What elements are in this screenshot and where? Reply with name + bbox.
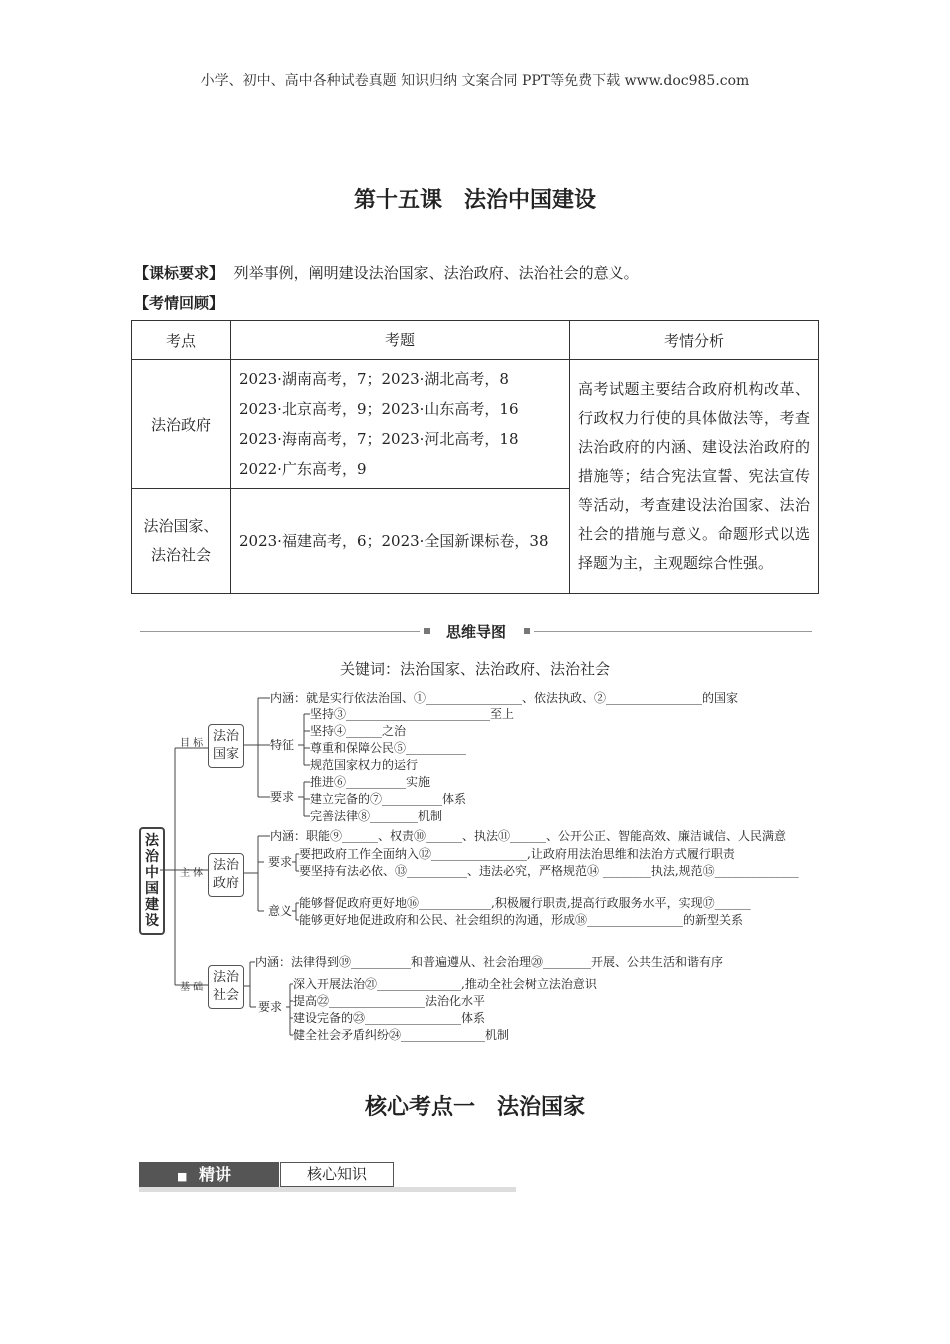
requirement-label: 【课标要求】	[134, 264, 225, 282]
mindmap-line: 尊重和保障公民⑤__________	[310, 741, 467, 755]
point-cell: 法治国家、法治社会	[132, 489, 231, 594]
tab-lecture-label: 精讲	[198, 1165, 231, 1184]
node-rule-of-law-government	[208, 853, 244, 897]
mindmap-root	[139, 827, 165, 935]
node-rule-of-law-society	[208, 965, 244, 1009]
exam-review-label: 【考情回顾】	[134, 294, 225, 312]
root-label: 法治中国建设	[145, 833, 159, 929]
requirement-text: 列举事例，阐明建设法治国家、法治政府、法治社会的意义。	[233, 264, 639, 282]
goal-tag: 目 标	[180, 738, 204, 749]
mindmap-line: 内涵：职能⑨______、权责⑩______、执法⑪______、公开公正、智能高效、廉洁诚信、人民满意	[270, 829, 787, 843]
page-title: 第十五课 法治中国建设	[353, 188, 596, 213]
mindmap-line: 能够更好地促进政府和公民、社会组织的沟通，形成⑱________________的新型关系	[299, 913, 744, 927]
col-header-analysis: 考情分析	[570, 321, 819, 360]
mindmap-line: 完善法律⑧________机制	[310, 809, 443, 823]
col-header-point: 考点	[132, 321, 231, 360]
question-line: 2023·北京高考，9；2023·山东高考，16	[239, 400, 519, 418]
question-line: 2023·湖南高考，7；2023·湖北高考，8	[239, 370, 509, 388]
mindmap-line: 建立完备的⑦__________体系	[310, 792, 467, 806]
base-tag: 基 础	[180, 982, 204, 993]
mindmap-line: 规范国家权力的运行	[310, 758, 419, 772]
col-header-questions: 考题	[231, 321, 570, 360]
mindmap-line: 内涵：就是实行依法治国、①________________、依法执政、②________________的国家	[270, 691, 739, 705]
mindmap-line: 建设完备的㉓________________体系	[293, 1011, 486, 1025]
goal-requirement-label: 要求	[270, 790, 295, 804]
mindmap-line: 要坚持有法必依、⑬__________、违法必究，严格规范⑭ ________执法,规范⑮______________	[299, 864, 799, 878]
square-icon: ■	[177, 1170, 188, 1183]
node-rule-of-law-country	[208, 724, 244, 768]
tab-underline	[139, 1187, 516, 1192]
question-line: 2022·广东高考，9	[239, 460, 367, 478]
question-line: 2023·海南高考，7；2023·河北高考，18	[239, 430, 519, 448]
tab-lecture	[139, 1162, 279, 1187]
subject-significance-label: 意义	[268, 904, 293, 918]
mindmap-line: 能够督促政府更好地⑯____________,积极履行职责,提高行政服务水平，实现⑰______	[299, 896, 751, 910]
mindmap-line: 内涵：法律得到⑲__________和普遍遵从、社会治理⑳________开展、公共生活和谐有序	[255, 955, 724, 969]
mindmap-line: 要把政府工作全面纳入⑫________________,让政府用法治思维和法治方式履行职责	[299, 847, 735, 861]
mindmap-keywords: 关键词：法治国家、法治政府、法治社会	[339, 660, 610, 678]
subject-tag: 主 体	[180, 868, 204, 879]
section-tab-bar	[139, 1162, 516, 1192]
base-requirement-label: 要求	[258, 1000, 283, 1014]
tab-core-knowledge: 核心知识	[280, 1162, 394, 1187]
mindmap-line: 坚持③________________________至上	[310, 707, 515, 721]
question-line: 2023·福建高考，6；2023·全国新课标卷，38	[239, 532, 549, 550]
node-label: 法治社会	[212, 970, 239, 1003]
mindmap-title: 思维导图	[445, 623, 506, 641]
page-header: 小学、初中、高中各种试卷真题 知识归纳 文案合同 PPT等免费下载 www.doc985.com	[200, 73, 750, 89]
mindmap-line: 推进⑥__________实施	[310, 775, 431, 789]
section-title: 核心考点一 法治国家	[364, 1095, 585, 1120]
point-cell: 法治政府	[132, 360, 231, 489]
mindmap-line: 健全社会矛盾纠纷㉔______________机制	[293, 1028, 510, 1042]
goal-feature-label: 特征	[270, 738, 295, 752]
subject-requirement-label: 要求	[268, 855, 293, 869]
mindmap-line: 深入开展法治㉑______________,推动全社会树立法治意识	[293, 977, 597, 991]
node-label: 法治国家	[212, 729, 239, 762]
mindmap-line: 坚持④______之治	[310, 724, 407, 738]
mindmap-line: 提高㉒________________法治化水平	[293, 994, 486, 1008]
node-label: 法治政府	[212, 858, 239, 891]
analysis-cell: 高考试题主要结合政府机构改革、行政权力行使的具体做法等，考查法治政府的内涵、建设法治政府的措施等；结合宪法宣誓、宪法宣传等活动，考查建设法治国家、法治社会的措施与意义。命题形式以选择题为主，主观题综合性强。	[570, 360, 819, 594]
